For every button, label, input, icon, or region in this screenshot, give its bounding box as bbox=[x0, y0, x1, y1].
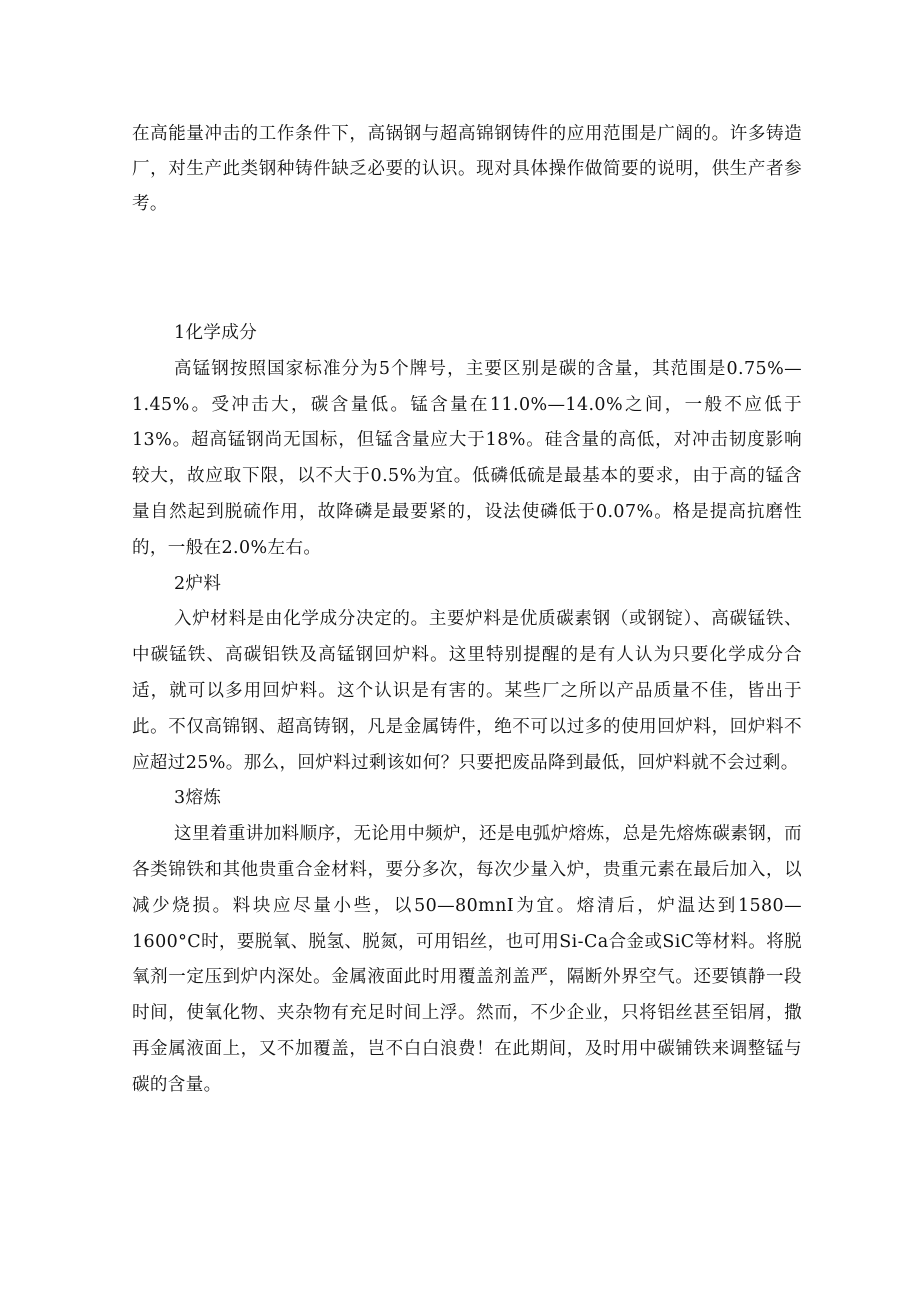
section-heading-charge-materials: 2炉料 bbox=[174, 573, 222, 594]
section-heading-chemical-composition: 1化学成分 bbox=[174, 323, 258, 343]
section-paragraph-chemical-composition: 高锰钢按照国家标准分为5个牌号，主要区别是碳的含量，其范围是0.75%—1.45%。受冲击大，碳含量低。锰含量在11.0%—14.0%之间，一般不应低于13%。超高锰钢尚无国标，但锰含量应大于18%。硅含量的高低，对冲击韧度影响较大，故应取下限，以不大于0.5%为宜。低磷低硫是最基本的要求，由于高的锰含量自然起到脱硫作用，故降磷是最要紧的，设法使磷低于0.07%。格是提高抗磨性的，一般在2.0%左右。 bbox=[132, 358, 802, 558]
section-paragraph-smelting: 这里着重讲加料顺序，无论用中频炉，还是电弧炉熔炼，总是先熔炼碳素钢，而各类锦铁和其他贵重合金材料，要分多次，每次少量入炉，贵重元素在最后加入，以减少烧损。料块应尽量小些，以50—80mnI为宜。熔清后，炉温达到1580—1600°C时，要脱氧、脱氢、脱氮，可用铝丝，也可用Si-Ca合金或SiC等材料。将脱氧剂一定压到炉内深处。金属液面此时用覆盖剂盖严，隔断外界空气。还要镇静一段时间，使氧化物、夹杂物有充足时间上浮。然而，不少企业，只将铝丝甚至铝屑，撒再金属液面上，又不加覆盖，岂不白白浪费！在此期间，及时用中碳铺铁来调整锰与碳的含量。 bbox=[132, 824, 802, 1095]
section-paragraph-charge-materials: 入炉材料是由化学成分决定的。主要炉料是优质碳素钢（或钢锭）、高碳锰铁、中碳锰铁、高碳铝铁及高锰钢回炉料。这里特别提醒的是有人认为只要化学成分合适，就可以多用回炉料。这个认识是有害的。某些厂之所以产品质量不佳，皆出于此。不仅高锦钢、超高铸钢，凡是金属铸件，绝不可以过多的使用回炉料，回炉料不应超过25%。那么，回炉料过剩该如何？只要把废品降到最低，回炉料就不会过剩。 bbox=[132, 609, 802, 773]
intro-paragraph: 在高能量冲击的工作条件下，高锅钢与超高锦钢铸件的应用范围是广阔的。许多铸造厂，对生产此类钢种铸件缺乏必要的认识。现对具体操作做简要的说明，供生产者参考。 bbox=[132, 124, 802, 214]
section-heading-smelting: 3熔炼 bbox=[174, 788, 222, 809]
document-body bbox=[132, 316, 802, 1104]
